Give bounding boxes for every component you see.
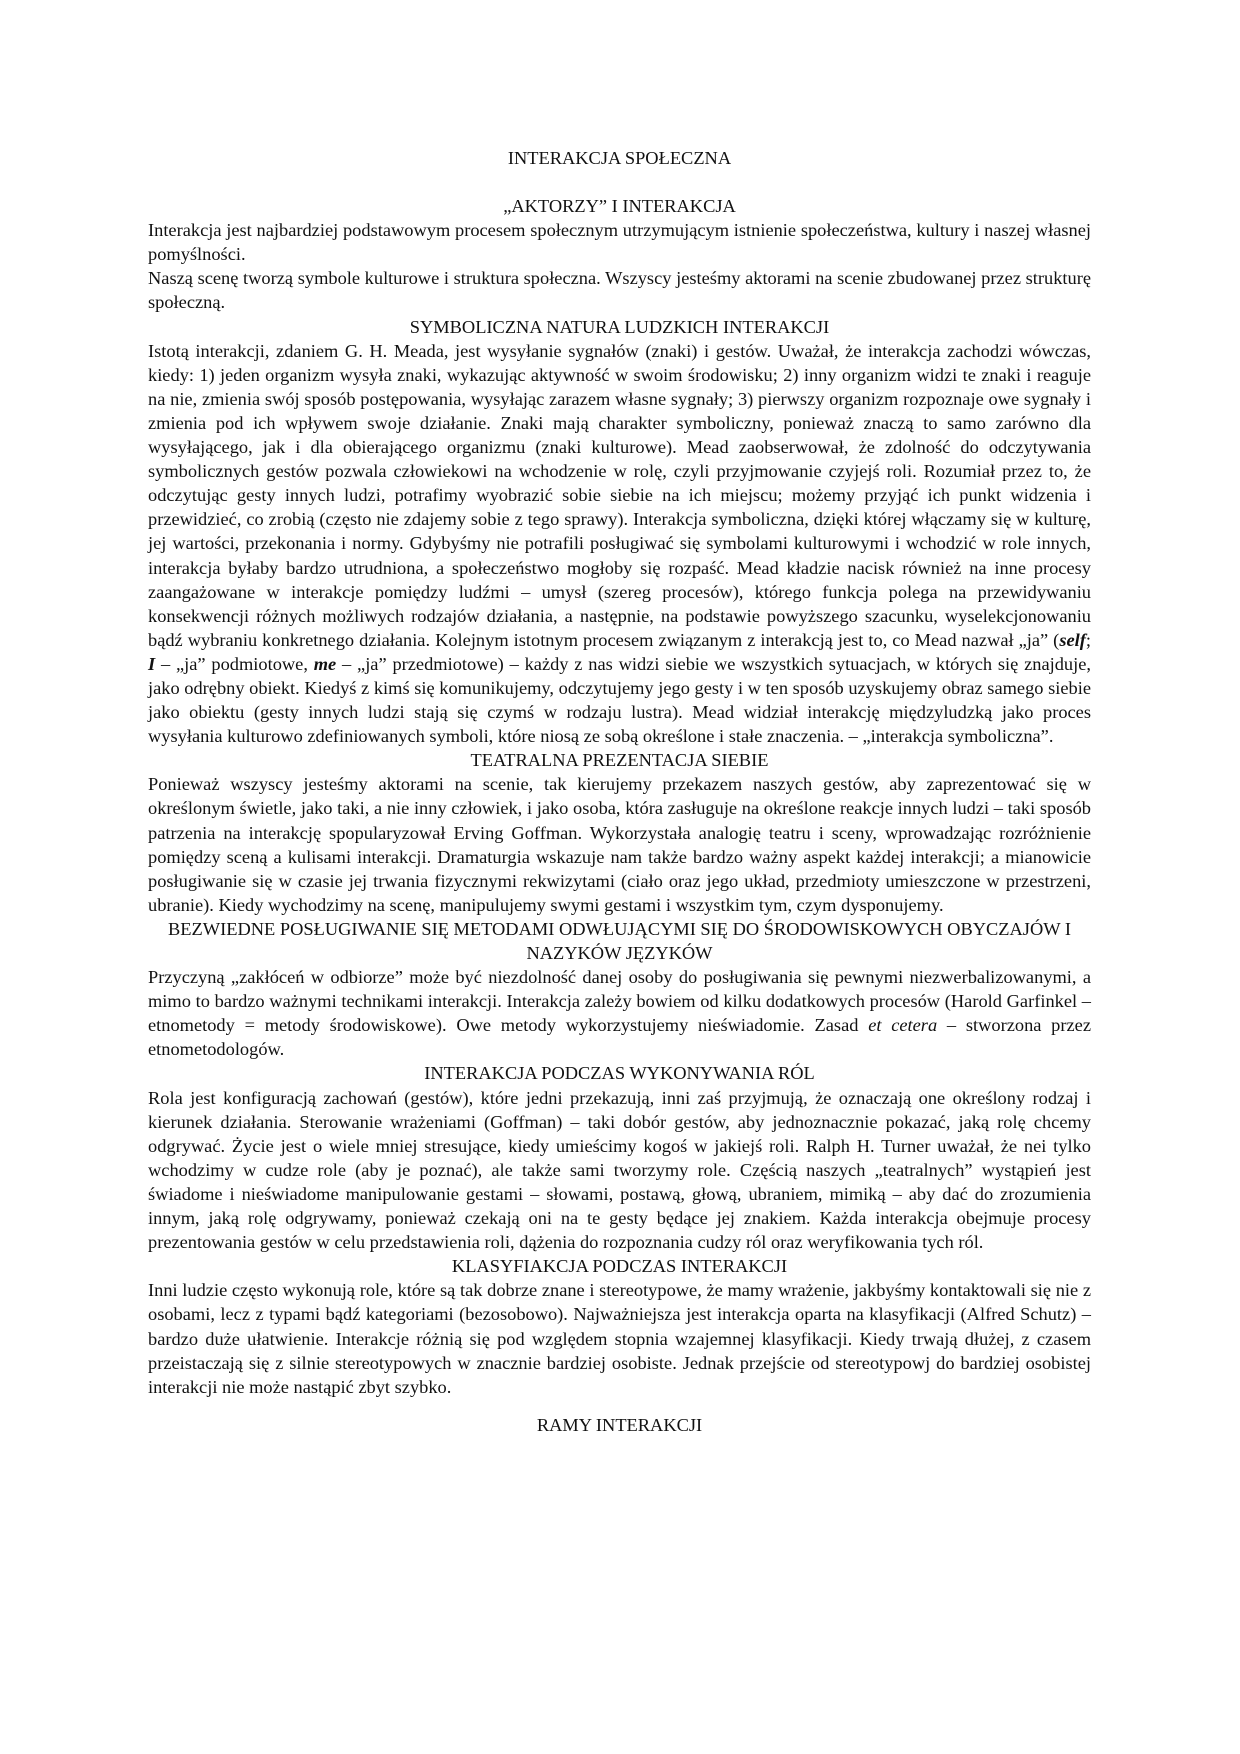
text-run: Istotą interakcji, zdaniem G. H. Meada, jest wysyłanie sygnałów (znaki) i gestów. Uważał, że interakcja zachodzi wówczas, kiedy: 1) jeden organizm wysyła znaki, wykazując aktywność w swoim środowisku; 2) inny organizm widzi te znaki i reaguje na nie, zmienia swój sposób postępowania, wysyłając zarazem własne sygnały; 3) pierwszy organizm rozpoznaje owe sygnały i zmienia pod ich wpływem swoje działanie. Znaki mają charakter symboliczny, ponieważ znaczą to samo zarówno dla wysyłającego, jak i dla obierającego organizmu (znaki kulturowe). Mead zaobserwował, że zdolność do odczytywania symbolicznych gestów pozwala człowiekowi na wchodzenie w rolę, czyli przyjmowanie czyjejś roli. Rozumiał przez to, że odczytując gesty innych ludzi, potrafimy wyobrazić sobie siebie na ich miejscu; możemy przyjąć ich punkt widzenia i przewidzieć, co zrobią (często nie zdajemy sobie z tego sprawy). Interakcja symboliczna, dzięki której włączamy się w kulturę, jej wartości, przekonania i normy. Gdybyśmy nie potrafili posługiwać się symbolami kulturowymi i wchodzić w role innych, interakcja byłaby bardzo utrudniona, a społeczeństwo mogłoby się rozpaść. Mead kładzie nacisk również na inne procesy zaangażowane w interakcje pomiędzy ludźmi – umysł (szereg procesów), którego funkcja polega na przewidywaniu konsekwencji różnych możliwych rodzajów działania, a następnie, na podstawie powyższego szacunku, wyselekcjonowaniu bądź wybraniu konkretnego działania. Kolejnym istotnym procesem związanym z interakcją jest to, co Mead nazwał „ja” (: [148, 340, 1091, 650]
section-heading-role: INTERAKCJA PODCZAS WYKONYWANIA RÓL: [424, 1063, 815, 1084]
document-page: [148, 146, 1091, 1437]
section-heading-klasyfikacja: KLASYFIAKCJA PODCZAS INTERAKCJI: [451, 1256, 788, 1277]
paragraph: Ponieważ wszyscy jesteśmy aktorami na scenie, tak kierujemy przekazem naszych gestów, aby zaprezentować się w określonym świetle, jako taki, a nie inny człowiek, i jako osoba, która zasługuje na określone reakcje innych ludzi – taki sposób patrzenia na interakcję spopularyzował Erving Goffman. Wykorzystała analogię teatru i sceny, wprowadzając rozróżnienie pomiędzy sceną a kulisami interakcji. Dramaturgia wskazuje nam także bardzo ważny aspekt każdej interakcji; a mianowicie posługiwanie się w czasie jej trwania fizycznymi rekwizytami (ciało oraz jego układ, przedmioty umieszczone w przestrzeni, ubranie). Kiedy wychodzimy na scenę, manipulujemy swymi gestami i wszystkim tym, czym dysponujemy.: [148, 774, 1091, 915]
paragraph: Interakcja jest najbardziej podstawowym procesem społecznym utrzymującym istnienie społeczeństwa, kultury i naszej własnej pomyślności.: [148, 220, 1091, 265]
document-title: INTERAKCJA SPOŁECZNA: [507, 148, 732, 168]
paragraph: Inni ludzie często wykonują role, które są tak dobrze znane i stereotypowe, że mamy wrażenie, jakbyśmy kontaktowali się nie z osobami, lecz z typami bądź kategoriami (bezosobowo). Najważniejsza jest interakcja oparta na klasyfikacji (Alfred Schutz) – bardzo duże ułatwienie. Interakcje różnią się pod względem stopnia wzajemnej klasyfikacji. Kiedy trwają dłużej, z czasem przeistaczają się z silnie stereotypowych w znacznie bardziej osobiste. Jednak przejście od stereotypowj do bardziej osobistej interakcji nie może nastąpić zbyt szybko.: [148, 1280, 1091, 1397]
text-run: ;: [1085, 629, 1091, 650]
paragraph-symboliczna: [148, 339, 1091, 749]
section-heading-bezwiedne: BEZWIEDNE POSŁUGIWANIE SIĘ METODAMI ODWŁUJĄCYMI SIĘ DO ŚRODOWISKOWYCH OBYCZAJÓW I NAZYKÓW JĘZYKÓW: [168, 918, 1071, 963]
text-run: – „ja” przedmiotowe) – każdy z nas widzi siebie we wszystkich sytuacjach, w których się znajduje, jako odrębny obiekt. Kiedyś z kimś się komunikujemy, odczytujemy jego gesty i w ten sposób uzyskujemy obraz samego siebie jako obiektu (gesty innych ludzi stają się czymś w rodzaju lustra). Mead widział interakcję międzyludzką jako proces wysyłania kulturowo zdefiniowanych symboli, które niosą ze sobą określone i stałe znaczenia. – „interakcja symboliczna”.: [148, 653, 1091, 747]
paragraph: Naszą scenę tworzą symbole kulturowe i struktura społeczna. Wszyscy jesteśmy aktorami na scenie zbudowanej przez strukturę społeczną.: [148, 268, 1091, 313]
text-run: – stworzona przez etnometodologów.: [148, 1015, 1091, 1060]
paragraph: Rola jest konfiguracją zachowań (gestów), które jedni przekazują, inni zaś przyjmują, że oznaczają one określony rodzaj i kierunek działania. Sterowanie wrażeniami (Goffman) – taki dobór gestów, aby jednoznacznie pokazać, jaką rolę chcemy odgrywać. Życie jest o wiele mniej stresujące, kiedy umieścimy kogoś w jakiejś roli. Ralph H. Turner uważał, że nei tylko wchodzimy w cudze role (aby je poznać), ale także sami tworzymy role. Częścią naszych „teatralnych” wystąpień jest świadome i nieświadome manipulowanie gestami – słowami, postawą, głową, ubraniem, mimiką – aby dać do zrozumienia innym, jaką rolę odgrywamy, ponieważ czekają oni na te gesty będące jej znakiem. Każda interakcja obejmuje procesy prezentowania gestów w celu przedstawienia roli, dążenia do rozpoznania cudzy ról oraz weryfikowania tych ról.: [148, 1087, 1091, 1253]
section-heading-symboliczna: SYMBOLICZNA NATURA LUDZKICH INTERAKCJI: [409, 316, 830, 337]
text-run: – „ja” podmiotowe,: [155, 653, 314, 674]
term-et-cetera: et cetera: [868, 1015, 938, 1036]
term-self: self: [1059, 629, 1086, 650]
section-heading-aktorzy: „AKTORZY” I INTERAKCJA: [503, 196, 736, 217]
text-run: Przyczyną „zakłóceń w odbiorze” może być niezdolność danej osoby do posługiwania się pewnymi niezwerbalizowanymi, a mimo to bardzo ważnymi technikami interakcji. Interakcja zależy bowiem od kilku dodatkowych procesów (Harold Garfinkel – etnometody = metody środowiskowe). Owe metody wykorzystujemy nieświadomie. Zasad: [148, 967, 1091, 1036]
term-i: I: [148, 653, 156, 674]
term-me: me: [313, 653, 337, 674]
paragraph-bezwiedne: [148, 965, 1091, 1061]
section-heading-ramy: RAMY INTERAKCJI: [536, 1414, 703, 1435]
section-heading-teatralna: TEATRALNA PREZENTACJA SIEBIE: [470, 750, 769, 771]
